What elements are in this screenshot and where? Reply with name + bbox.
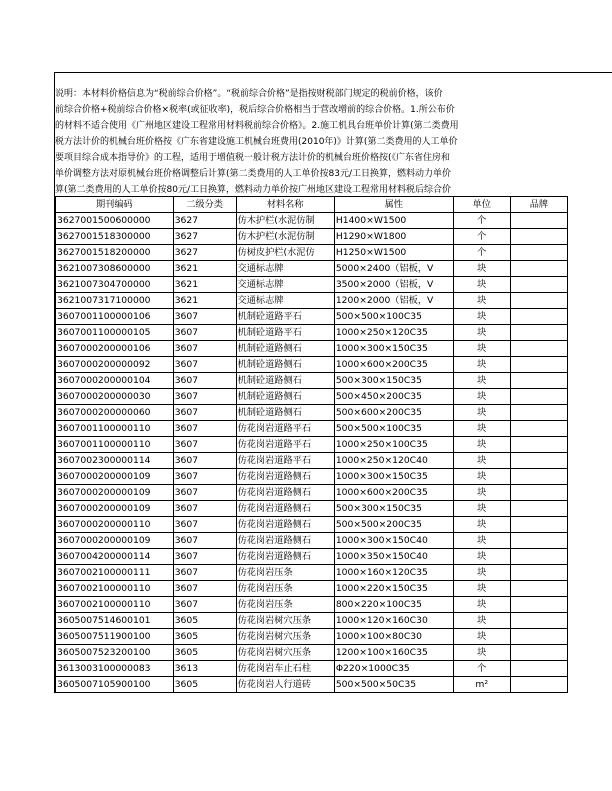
cell-attribute[interactable]: 500×450×200C35 (334, 389, 453, 405)
cell-material-name[interactable]: 交通标志牌 (236, 277, 334, 293)
cell-unit[interactable]: 块 (453, 309, 510, 325)
cell-unit[interactable]: 块 (453, 421, 510, 437)
table-row (56, 341, 568, 357)
material-price-table (55, 196, 568, 693)
cell-material-name[interactable]: 机制砼道路平石 (236, 309, 334, 325)
cell-unit[interactable]: 块 (453, 581, 510, 597)
cell-brand[interactable] (510, 229, 567, 245)
cell-brand[interactable] (510, 309, 567, 325)
cell-code[interactable]: 3607002100000110 (56, 581, 174, 597)
cell-unit[interactable]: 块 (453, 389, 510, 405)
table-row (56, 245, 568, 261)
cell-attribute[interactable]: 1000×250×120C35 (334, 325, 453, 341)
cell-unit[interactable]: 块 (453, 629, 510, 645)
cell-attribute[interactable]: 1200×100×160C35 (334, 645, 453, 661)
cell-brand[interactable] (510, 565, 567, 581)
table-row (56, 549, 568, 565)
cell-material-name[interactable]: 仿木护栏(水泥仿制 (236, 213, 334, 229)
cell-unit[interactable]: 块 (453, 341, 510, 357)
cell-attribute[interactable]: 500×300×150C35 (334, 501, 453, 517)
cell-category[interactable]: 3607 (173, 421, 236, 437)
cell-category[interactable]: 3613 (173, 661, 236, 677)
cell-material-name[interactable]: 仿花岗岩道路平石 (236, 421, 334, 437)
cell-attribute[interactable]: 1000×600×200C35 (334, 357, 453, 373)
cell-brand[interactable] (510, 613, 567, 629)
cell-unit[interactable]: 块 (453, 501, 510, 517)
table-row (56, 677, 568, 693)
cell-attribute[interactable]: 1000×160×120C35 (334, 565, 453, 581)
cell-category[interactable]: 3607 (173, 325, 236, 341)
cell-unit[interactable]: 块 (453, 597, 510, 613)
note-line: 单价调整方法对原机械台班价格调整后计算(第二类费用的人工单价按83元/工日换算，燃料动力单价 (55, 169, 451, 179)
cell-brand[interactable] (510, 293, 567, 309)
cell-material-name[interactable]: 机制砼道路侧石 (236, 357, 334, 373)
cell-category[interactable]: 3605 (173, 645, 236, 661)
cell-material-name[interactable]: 仿花岗岩道路侧石 (236, 485, 334, 501)
cell-brand[interactable] (510, 549, 567, 565)
cell-unit[interactable]: 块 (453, 261, 510, 277)
cell-brand[interactable] (510, 485, 567, 501)
cell-brand[interactable] (510, 501, 567, 517)
cell-unit[interactable]: 块 (453, 277, 510, 293)
cell-material-name[interactable]: 机制砼道路侧石 (236, 405, 334, 421)
cell-material-name[interactable]: 仿花岗岩树穴压条 (236, 613, 334, 629)
cell-category[interactable]: 3607 (173, 581, 236, 597)
cell-unit[interactable]: 个 (453, 661, 510, 677)
cell-brand[interactable] (510, 245, 567, 261)
cell-category[interactable]: 3607 (173, 501, 236, 517)
header-code[interactable]: 期刊编码 (56, 197, 174, 213)
table-row (56, 469, 568, 485)
cell-unit[interactable]: 块 (453, 469, 510, 485)
cell-attribute[interactable]: 1000×300×150C35 (334, 469, 453, 485)
cell-material-name[interactable]: 仿花岗岩道路平石 (236, 437, 334, 453)
cell-unit[interactable]: 块 (453, 549, 510, 565)
cell-unit[interactable]: 块 (453, 373, 510, 389)
cell-code[interactable]: 3607000200000109 (56, 501, 174, 517)
cell-brand[interactable] (510, 677, 567, 693)
cell-code[interactable]: 3607002100000111 (56, 565, 174, 581)
cell-code[interactable]: 3621007308600000 (56, 261, 174, 277)
note-line: 前综合价格+税前综合价格×税率(或征收率)，税后综合价格相当于营改增前的综合价格。1.所公布价 (55, 105, 455, 115)
cell-category[interactable]: 3607 (173, 389, 236, 405)
cell-attribute[interactable]: 500×500×100C35 (334, 421, 453, 437)
cell-material-name[interactable]: 机制砼道路侧石 (236, 341, 334, 357)
table-row (56, 309, 568, 325)
cell-brand[interactable] (510, 581, 567, 597)
cell-brand[interactable] (510, 405, 567, 421)
cell-category[interactable]: 3607 (173, 549, 236, 565)
cell-category[interactable]: 3607 (173, 485, 236, 501)
cell-unit[interactable]: 块 (453, 645, 510, 661)
cell-category[interactable]: 3607 (173, 565, 236, 581)
cell-code[interactable]: 3607001100000110 (56, 421, 174, 437)
cell-code[interactable]: 3627001518300000 (56, 229, 174, 245)
cell-unit[interactable]: 块 (453, 533, 510, 549)
cell-brand[interactable] (510, 325, 567, 341)
cell-category[interactable]: 3607 (173, 309, 236, 325)
table-row (56, 373, 568, 389)
cell-material-name[interactable]: 机制砼道路侧石 (236, 373, 334, 389)
cell-unit[interactable]: 块 (453, 293, 510, 309)
table-row (56, 453, 568, 469)
cell-attribute[interactable]: H1400×W1500 (334, 213, 453, 229)
table-row (56, 533, 568, 549)
cell-material-name[interactable]: 仿花岗岩压条 (236, 581, 334, 597)
cell-category[interactable]: 3627 (173, 229, 236, 245)
header-category[interactable]: 二级分类 (173, 197, 236, 213)
cell-code[interactable]: 3607000200000106 (56, 341, 174, 357)
cell-category[interactable]: 3621 (173, 261, 236, 277)
cell-code[interactable]: 3607000200000109 (56, 485, 174, 501)
table-row (56, 645, 568, 661)
notes-block (55, 73, 612, 195)
cell-brand[interactable] (510, 645, 567, 661)
cell-category[interactable]: 3607 (173, 453, 236, 469)
cell-attribute[interactable]: Φ220×1000C35 (334, 661, 453, 677)
cell-brand[interactable] (510, 517, 567, 533)
cell-code[interactable]: 3607000200000060 (56, 405, 174, 421)
table-row (56, 325, 568, 341)
cell-category[interactable]: 3605 (173, 613, 236, 629)
cell-code[interactable]: 3605007523200100 (56, 645, 174, 661)
cell-code[interactable]: 3607001100000110 (56, 437, 174, 453)
cell-category[interactable]: 3607 (173, 405, 236, 421)
cell-code[interactable]: 3607001100000105 (56, 325, 174, 341)
cell-attribute[interactable]: 1000×600×200C35 (334, 485, 453, 501)
cell-attribute[interactable]: 500×500×50C35 (334, 677, 453, 693)
cell-category[interactable]: 3607 (173, 469, 236, 485)
cell-attribute[interactable]: 1000×100×80C30 (334, 629, 453, 645)
cell-brand[interactable] (510, 341, 567, 357)
cell-material-name[interactable]: 仿花岗岩车止石柱 (236, 661, 334, 677)
table-header-row (56, 197, 568, 213)
cell-code[interactable]: 3607002100000110 (56, 597, 174, 613)
cell-attribute[interactable]: 5000×2400（铝板，V (334, 261, 453, 277)
cell-brand[interactable] (510, 469, 567, 485)
cell-attribute[interactable]: 1000×300×150C35 (334, 341, 453, 357)
cell-category[interactable]: 3607 (173, 597, 236, 613)
cell-unit[interactable]: 块 (453, 565, 510, 581)
header-unit[interactable]: 单位 (453, 197, 510, 213)
cell-category[interactable]: 3607 (173, 357, 236, 373)
cell-category[interactable]: 3627 (173, 213, 236, 229)
cell-code[interactable]: 3607000200000030 (56, 389, 174, 405)
table-row (56, 517, 568, 533)
cell-brand[interactable] (510, 533, 567, 549)
cell-material-name[interactable]: 机制砼道路侧石 (236, 389, 334, 405)
cell-category[interactable]: 3607 (173, 533, 236, 549)
cell-code[interactable]: 3607000200000092 (56, 357, 174, 373)
cell-material-name[interactable]: 交通标志牌 (236, 261, 334, 277)
cell-material-name[interactable]: 仿木护栏(水泥仿制 (236, 229, 334, 245)
cell-brand[interactable] (510, 389, 567, 405)
header-material-name[interactable]: 材料名称 (236, 197, 334, 213)
cell-material-name[interactable]: 仿花岗岩道路侧石 (236, 517, 334, 533)
cell-attribute[interactable]: H1290×W1800 (334, 229, 453, 245)
table-row (56, 437, 568, 453)
cell-material-name[interactable]: 机制砼道路平石 (236, 325, 334, 341)
table-row (56, 581, 568, 597)
cell-brand[interactable] (510, 261, 567, 277)
cell-brand[interactable] (510, 597, 567, 613)
cell-unit[interactable]: 个 (453, 245, 510, 261)
header-brand[interactable]: 品牌 (510, 197, 567, 213)
cell-category[interactable]: 3607 (173, 373, 236, 389)
cell-brand[interactable] (510, 357, 567, 373)
table-row (56, 213, 568, 229)
cell-unit[interactable]: m² (453, 677, 510, 693)
cell-unit[interactable]: 块 (453, 613, 510, 629)
cell-unit[interactable]: 块 (453, 485, 510, 501)
cell-attribute[interactable]: 500×600×200C35 (334, 405, 453, 421)
note-line: 算(第二类费用的人工单价按80元/工日换算，燃料动力单价按广州地区建设工程常用材料税后综合价 (55, 185, 451, 195)
cell-material-name[interactable]: 仿树皮护栏(水泥仿 (236, 245, 334, 261)
cell-brand[interactable] (510, 437, 567, 453)
table-row (56, 421, 568, 437)
cell-brand[interactable] (510, 421, 567, 437)
cell-unit[interactable]: 块 (453, 517, 510, 533)
cell-attribute[interactable]: 3500×2000（铝板，V (334, 277, 453, 293)
cell-material-name[interactable]: 仿花岗岩道路侧石 (236, 533, 334, 549)
cell-attribute[interactable]: 1000×300×150C40 (334, 533, 453, 549)
table-row (56, 597, 568, 613)
cell-material-name[interactable]: 仿花岗岩道路侧石 (236, 469, 334, 485)
table-row (56, 629, 568, 645)
cell-code[interactable]: 3607000200000109 (56, 533, 174, 549)
table-row (56, 661, 568, 677)
cell-material-name[interactable]: 仿花岗岩人行道砖 (236, 677, 334, 693)
cell-code[interactable]: 3605007105900100 (56, 677, 174, 693)
cell-code[interactable]: 3607001100000106 (56, 309, 174, 325)
header-attribute[interactable]: 属性 (334, 197, 453, 213)
table-row (56, 405, 568, 421)
note-line: 税方法计价的机械台班价格按《广东省建设施工机械台班费用(2010年)》计算(第二类费用的人工单价 (55, 137, 458, 147)
cell-unit[interactable]: 块 (453, 357, 510, 373)
cell-category[interactable]: 3607 (173, 517, 236, 533)
cell-brand[interactable] (510, 661, 567, 677)
spreadsheet-sheet (54, 72, 612, 693)
table-row (56, 501, 568, 517)
cell-attribute[interactable]: 1000×220×150C35 (334, 581, 453, 597)
cell-brand[interactable] (510, 453, 567, 469)
table-row (56, 261, 568, 277)
note-line: 的材料不适合使用《广州地区建设工程常用材料税前综合价格》。2.施工机具台班单价计算(第二类费用 (55, 121, 459, 131)
cell-category[interactable]: 3605 (173, 629, 236, 645)
cell-material-name[interactable]: 仿花岗岩树穴压条 (236, 629, 334, 645)
cell-attribute[interactable]: 1200×2000（铝板，V (334, 293, 453, 309)
cell-code[interactable]: 3607000200000110 (56, 517, 174, 533)
table-row (56, 389, 568, 405)
cell-code[interactable]: 3605007511900100 (56, 629, 174, 645)
cell-category[interactable]: 3607 (173, 341, 236, 357)
cell-code[interactable]: 3605007514600101 (56, 613, 174, 629)
cell-unit[interactable]: 块 (453, 405, 510, 421)
cell-code[interactable]: 3613003100000083 (56, 661, 174, 677)
cell-material-name[interactable]: 仿花岗岩压条 (236, 565, 334, 581)
cell-attribute[interactable]: 500×500×100C35 (334, 309, 453, 325)
cell-code[interactable]: 3607000200000104 (56, 373, 174, 389)
cell-brand[interactable] (510, 213, 567, 229)
cell-code[interactable]: 3607002300000114 (56, 453, 174, 469)
cell-category[interactable]: 3627 (173, 245, 236, 261)
note-line: 说明：本材料价格信息为“税前综合价格”。“税前综合价格”是指按财税部门规定的税前价格，该价 (55, 89, 443, 99)
cell-unit[interactable]: 块 (453, 437, 510, 453)
note-line: 要项目综合成本指导价》的工程，适用于增值税一般计税方法计价的机械台班价格按(《广东省住房和 (55, 153, 451, 163)
cell-code[interactable]: 3621007317100000 (56, 293, 174, 309)
cell-category[interactable]: 3607 (173, 437, 236, 453)
cell-unit[interactable]: 个 (453, 213, 510, 229)
cell-brand[interactable] (510, 277, 567, 293)
table-row (56, 613, 568, 629)
cell-code[interactable]: 3627001518200000 (56, 245, 174, 261)
cell-unit[interactable]: 块 (453, 453, 510, 469)
cell-material-name[interactable]: 仿花岗岩道路侧石 (236, 549, 334, 565)
cell-code[interactable]: 3621007304700000 (56, 277, 174, 293)
cell-attribute[interactable]: 1000×250×100C35 (334, 437, 453, 453)
table-row (56, 293, 568, 309)
cell-material-name[interactable]: 仿花岗岩树穴压条 (236, 645, 334, 661)
table-row (56, 357, 568, 373)
cell-brand[interactable] (510, 373, 567, 389)
cell-category[interactable]: 3621 (173, 277, 236, 293)
cell-attribute[interactable]: 800×220×100C35 (334, 597, 453, 613)
cell-unit[interactable]: 个 (453, 229, 510, 245)
table-row (56, 229, 568, 245)
table-row (56, 485, 568, 501)
cell-code[interactable]: 3607004200000114 (56, 549, 174, 565)
cell-attribute[interactable]: 500×500×200C35 (334, 517, 453, 533)
cell-brand[interactable] (510, 629, 567, 645)
cell-category[interactable]: 3621 (173, 293, 236, 309)
cell-category[interactable]: 3605 (173, 677, 236, 693)
cell-unit[interactable]: 块 (453, 325, 510, 341)
cell-attribute[interactable]: 1000×250×120C40 (334, 453, 453, 469)
cell-attribute[interactable]: 500×300×150C35 (334, 373, 453, 389)
cell-attribute[interactable]: H1250×W1500 (334, 245, 453, 261)
cell-attribute[interactable]: 1000×350×150C40 (334, 549, 453, 565)
table-row (56, 277, 568, 293)
cell-material-name[interactable]: 交通标志牌 (236, 293, 334, 309)
cell-code[interactable]: 3627001500600000 (56, 213, 174, 229)
cell-material-name[interactable]: 仿花岗岩道路侧石 (236, 501, 334, 517)
cell-material-name[interactable]: 仿花岗岩道路平石 (236, 453, 334, 469)
cell-attribute[interactable]: 1000×120×160C30 (334, 613, 453, 629)
table-row (56, 565, 568, 581)
cell-material-name[interactable]: 仿花岗岩压条 (236, 597, 334, 613)
cell-code[interactable]: 3607000200000109 (56, 469, 174, 485)
